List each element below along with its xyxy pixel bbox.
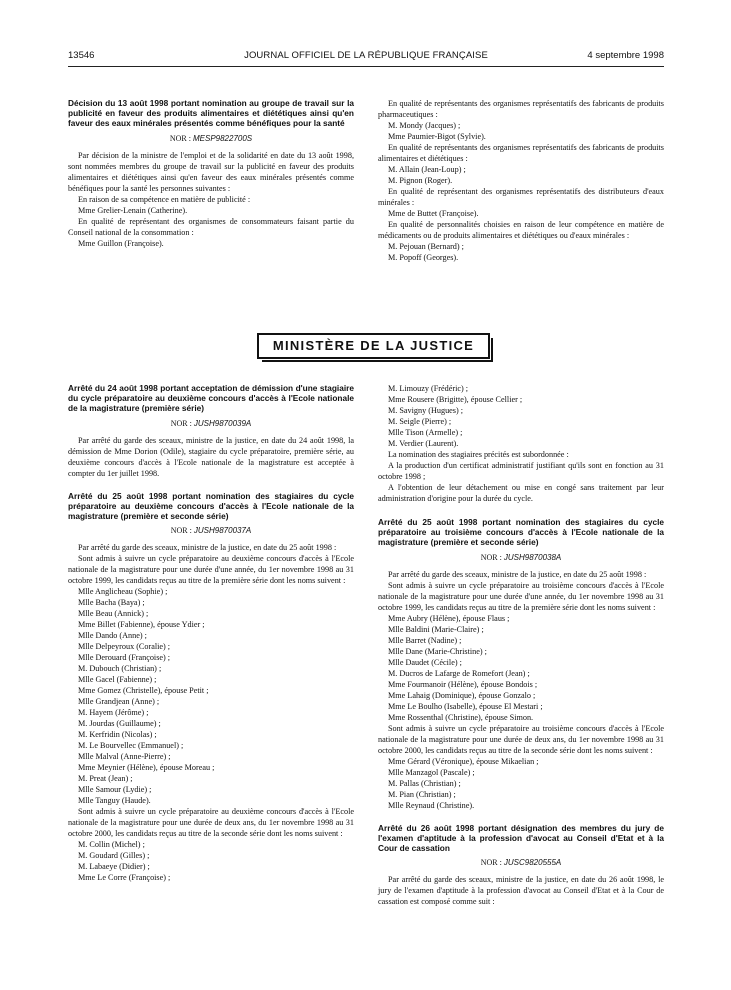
header-rule <box>68 66 664 67</box>
paragraph: Par arrêté du garde des sceaux, ministre de la justice, en date du 25 août 1998 : <box>78 543 337 553</box>
paragraph: A la production d'un certificat administratif justifiant qu'ils sont en fonction au 31 octobre 1998 ; <box>378 461 664 481</box>
decision-sante-continuation <box>378 98 664 263</box>
list-item: Mlle Tanguy (Haude). <box>78 796 151 806</box>
arrete-deuxieme-nor: NOR : JUSH9870037A <box>170 526 252 536</box>
decision-sante-title: Décision du 13 août 1998 portant nomination au groupe de travail sur la publicité en faveur des produits alimentaires et diététiques ainsi qu'en faveur des eaux minérales présentés comme bénéfiques pour la santé <box>68 98 354 129</box>
list-item: M. Le Bourvellec (Emmanuel) ; <box>78 741 184 751</box>
list-item: Mlle Baldini (Marie-Claire) ; <box>388 624 484 634</box>
paragraph: En qualité de personnalités choisies en raison de leur compétence en matière de médicaments ou de produits alimentaires et diététiques ou d'eaux minérales : <box>378 220 664 240</box>
arrete-jury-title: Arrêté du 26 août 1998 portant désignation des membres du jury de l'examen d'aptitude à la profession d'avocat au Conseil d'Etat et à la Cour de cassation <box>378 822 664 854</box>
list-item: Mlle Beau (Annick) ; <box>78 609 149 619</box>
list-item: M. Ducros de Lafarge de Romefort (Jean) ; <box>388 668 530 678</box>
second-series-list <box>378 756 664 811</box>
list-item: M. Jourdas (Guillaume) ; <box>78 719 161 729</box>
list-item: Mlle Delpeyroux (Coralie) ; <box>78 642 171 652</box>
list-item: Mme Gomez (Christelle), épouse Petit ; <box>78 686 209 696</box>
arrete-deuxieme-title: Arrêté du 25 août 1998 portant nomination des stagiaires du cycle préparatoire au deuxième concours d'accès à l'Ecole nationale de la magistrature (première et seconde série) <box>68 490 354 522</box>
paragraph: En raison de sa compétence en matière de publicité : <box>78 194 251 204</box>
list-item: Mlle Gacel (Fabienne) ; <box>78 675 157 685</box>
list-item: Mme Le Boulho (Isabelle), épouse El Mestari ; <box>388 701 543 711</box>
paragraph: En qualité de représentant des organismes représentatifs des distributeurs d'eaux minérales : <box>378 187 664 207</box>
list-item: Mme Fourmanoir (Hélène), épouse Bondois ; <box>388 679 538 689</box>
list-item: M. Seigle (Pierre) ; <box>388 417 452 426</box>
member-name: M. Pejouan (Bernard) ; <box>388 242 464 251</box>
list-item: M. Kerfridin (Nicolas) ; <box>78 730 157 740</box>
paragraph: Sont admis à suivre un cycle préparatoire au deuxième concours d'accès à l'Ecole nationale de la magistrature pour une durée d'une année, du 1er novembre 1998 au 31 octobre 1999, les candidats reçus au titre de la première série dont les noms suivent : <box>68 554 354 586</box>
paragraph: En qualité de représentants des organismes représentatifs des fabricants de produits alimentaires et diététiques : <box>378 143 664 163</box>
member-name: M. Popoff (Georges). <box>388 253 459 262</box>
list-item: M. Verdier (Laurent). <box>388 439 459 448</box>
list-item: Mlle Daudet (Cécile) ; <box>388 657 462 667</box>
list-item: M. Collin (Michel) ; <box>78 840 145 850</box>
paragraph: Par arrêté du garde des sceaux, ministre de la justice, en date du 26 août 1998, le jury de l'examen d'aptitude à la profession d'avocat au Conseil d'Etat et à la Cour de cassation est composé comme suit : <box>378 875 664 907</box>
decision-sante-section <box>68 98 354 249</box>
list-item: M. Savigny (Hugues) ; <box>388 406 464 415</box>
list-item: Mme Billet (Fabienne), épouse Ydier ; <box>78 620 205 630</box>
member-name: Mme Guillon (Françoise). <box>78 238 164 248</box>
list-item: Mme Aubry (Hélène), épouse Flaus ; <box>388 613 510 623</box>
paragraph: Sont admis à suivre un cycle préparatoire au troisième concours d'accès à l'Ecole nationale de la magistrature pour une durée de deux ans, du 1er novembre 1998 au 31 octobre 2000, les candidats reçus au titre de la seconde série dont les noms suivent : <box>378 723 664 755</box>
list-item: Mlle Bacha (Baya) ; <box>78 598 145 608</box>
list-item: Mlle Malval (Anne-Pierre) ; <box>78 752 171 762</box>
member-name: Mme de Buttet (Françoise). <box>388 209 479 218</box>
decision-sante-nor: NOR : MESP9822700S <box>169 133 253 143</box>
list-item: Mlle Dando (Anne) ; <box>78 631 147 641</box>
paragraph: Par décision de la ministre de l'emploi et de la solidarité en date du 13 août 1998, sont nommées membres du groupe de travail sur la publicité en faveur des produits alimentaires et diététiques ainsi qu'en faveur des eaux minérales présentés comme bénéfiques pour la santé les personnes suivantes : <box>68 150 354 193</box>
list-item: Mlle Grandjean (Anne) ; <box>78 697 160 707</box>
list-item: Mme Gérard (Véronique), épouse Mikaelian ; <box>388 756 539 766</box>
member-name: M. Mondy (Jacques) ; <box>388 121 461 130</box>
left-column-justice <box>68 383 354 883</box>
list-item: M. Pian (Christian) ; <box>388 789 456 799</box>
member-name: Mme Paumier-Bigot (Sylvie). <box>388 132 486 141</box>
paragraph: Par arrêté du garde des sceaux, ministre de la justice, en date du 24 août 1998, la démission de Mme Dorion (Odile), stagiaire du cycle préparatoire, première série, au deuxième concours d'accès à l'Ecole nationale de la magistrature est acceptée à compter du 1er juillet 1998. <box>68 435 354 478</box>
paragraph: A l'obtention de leur détachement ou mise en congé sans traitement par leur administration d'origine pour la durée du cycle. <box>378 483 664 503</box>
paragraph: Par arrêté du garde des sceaux, ministre de la justice, en date du 25 août 1998 : <box>388 569 647 579</box>
list-item: Mlle Manzagol (Pascale) ; <box>388 767 475 777</box>
arrete-demission-nor: NOR : JUSH9870039A <box>170 418 252 428</box>
right-column-justice <box>378 383 664 907</box>
paragraph: En qualité de représentants des organismes représentatifs des fabricants de produits pharmaceutiques : <box>378 99 664 119</box>
list-item: Mme Rossenthal (Christine), épouse Simon. <box>388 712 534 722</box>
list-item: Mme Meynier (Hélène), épouse Moreau ; <box>78 763 215 773</box>
arrete-troisieme-nor: NOR : JUSH9870038A <box>480 552 562 562</box>
list-item: Mlle Reynaud (Christine). <box>388 800 475 810</box>
arrete-jury-nor: NOR : JUSC9820555A <box>480 858 562 868</box>
list-item: M. Goudard (Gilles) ; <box>78 851 150 861</box>
list-item: Mme Lahaig (Dominique), épouse Gonzalo ; <box>388 690 536 700</box>
list-item: M. Preat (Jean) ; <box>78 774 133 784</box>
list-item: Mlle Samour (Lydie) ; <box>78 785 152 795</box>
first-series-list <box>378 613 664 723</box>
first-series-list <box>68 586 354 806</box>
member-name: M. Allain (Jean-Loup) ; <box>388 165 466 174</box>
issue-date: 4 septembre 1998 <box>587 50 664 61</box>
journal-title: JOURNAL OFFICIEL DE LA RÉPUBLIQUE FRANÇAISE <box>244 50 488 61</box>
list-item: M. Labaeye (Didier) ; <box>78 862 150 872</box>
list-item: Mme Le Corre (Françoise) ; <box>78 873 171 883</box>
member-name: Mme Grelier-Lenain (Catherine). <box>78 205 188 215</box>
paragraph: Sont admis à suivre un cycle préparatoire au deuxième concours d'accès à l'Ecole nationale de la magistrature pour une durée de deux ans, du 1er novembre 1998 au 31 octobre 2000, les candidats reçus au titre de la seconde série dont les noms suivent : <box>68 807 354 839</box>
list-item: M. Limouzy (Frédéric) ; <box>388 384 469 393</box>
list-item: M. Hayem (Jérôme) ; <box>78 708 149 718</box>
list-item: M. Pallas (Christian) ; <box>388 778 461 788</box>
list-item: M. Dubouch (Christian) ; <box>78 664 162 674</box>
arrete-demission-title: Arrêté du 24 août 1998 portant acceptation de démission d'une stagiaire du cycle préparatoire au deuxième concours d'accès à l'Ecole nationale de la magistrature (première série) <box>68 383 354 414</box>
paragraph: En qualité de représentant des organismes de consommateurs faisant partie du Conseil national de la consommation : <box>68 216 354 237</box>
page-number: 13546 <box>68 50 95 61</box>
second-series-list <box>68 839 354 883</box>
paragraph: La nomination des stagiaires précités est subordonnée : <box>388 450 569 459</box>
running-header <box>68 50 664 64</box>
ministry-banner: MINISTÈRE DE LA JUSTICE <box>257 333 490 359</box>
list-item: Mme Rousere (Brigitte), épouse Cellier ; <box>388 395 523 404</box>
member-name: M. Pignon (Roger). <box>388 176 453 185</box>
list-item: Mlle Dane (Marie-Christine) ; <box>388 646 487 656</box>
arrete-troisieme-title: Arrêté du 25 août 1998 portant nomination des stagiaires du cycle préparatoire au troisième concours d'accès à l'Ecole nationale de la magistrature (première et seconde série) <box>378 517 664 548</box>
list-item: Mlle Barret (Nadine) ; <box>388 635 462 645</box>
paragraph: Sont admis à suivre un cycle préparatoire au troisième concours d'accès à l'Ecole nationale de la magistrature pour une durée d'une année, du 1er novembre 1998 au 31 octobre 1999, les candidats reçus au titre de la première série dont les noms suivent : <box>378 580 664 612</box>
list-item: Mlle Tison (Armelle) ; <box>388 428 463 437</box>
list-item: Mlle Anglicheau (Sophie) ; <box>78 587 168 597</box>
list-item: Mlle Derouard (Françoise) ; <box>78 653 171 663</box>
